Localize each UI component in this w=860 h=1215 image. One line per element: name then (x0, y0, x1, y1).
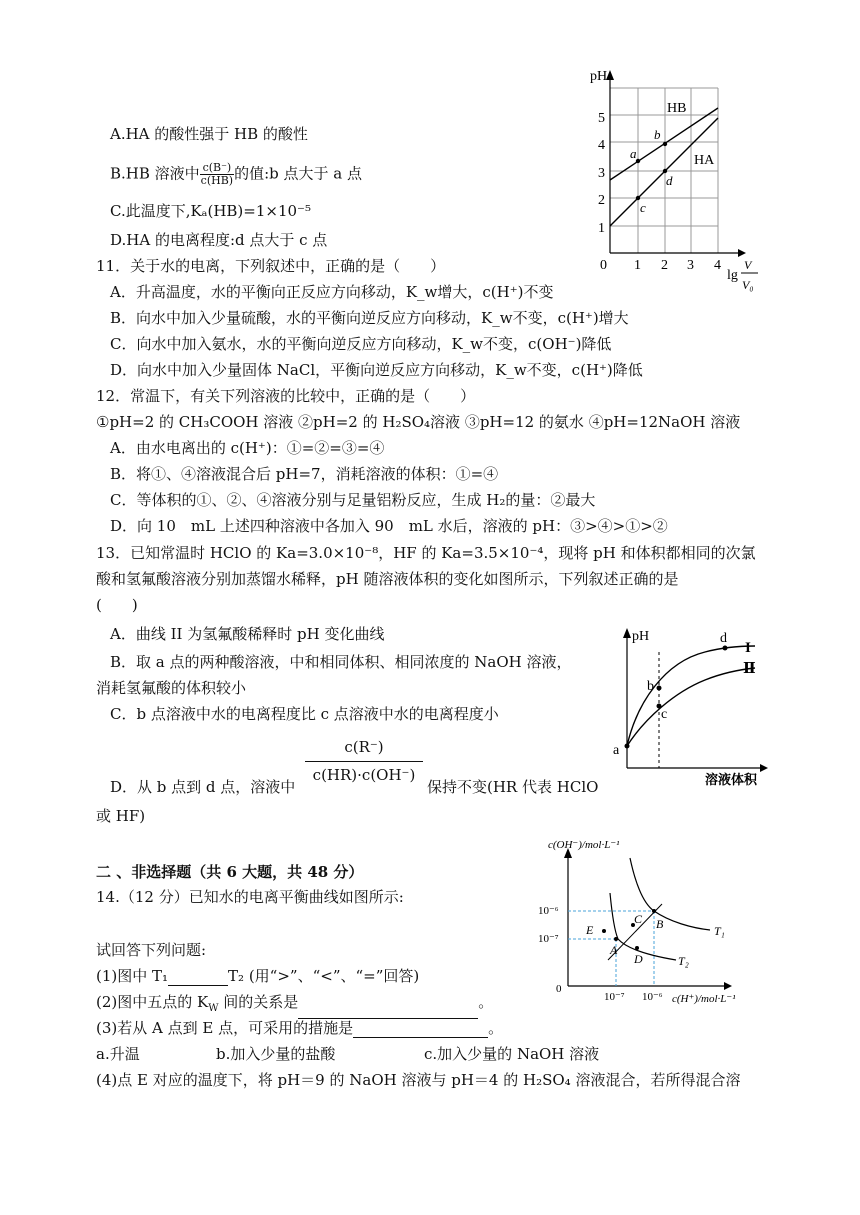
answer-blank-2[interactable] (298, 1002, 478, 1019)
q13-fraction-numerator: c(R⁻) (344, 738, 384, 756)
q13-fraction-denominator: c(HR)·c(OH⁻) (312, 766, 416, 784)
origin-label: 0 (556, 983, 562, 995)
q14-part-1 (96, 966, 419, 986)
q14-part-1-prefix: (1)图中 T₁ (96, 967, 169, 985)
curve-ii-label: Ⅱ (743, 661, 756, 677)
point-a-label: a (630, 146, 637, 161)
q14-part-3-end: 。 (488, 1019, 504, 1037)
q14-option-c: c.加入少量的 NaOH 溶液 (424, 1045, 600, 1063)
x-axis-label-denominator: V₀ (742, 278, 754, 292)
y-axis-label: pH (590, 69, 608, 84)
answer-blank-1[interactable] (168, 969, 228, 986)
q10-option-d: D.HA 的电离程度:d 点大于 c 点 (110, 231, 328, 249)
q10-option-a: A.HA 的酸性强于 HB 的酸性 (110, 125, 308, 143)
q12-stem: 12．常温下，有关下列溶液的比较中，正确的是（ ） (96, 387, 476, 405)
q14-option-a: a.升温 (96, 1045, 140, 1063)
x-axis-arrow-icon (760, 764, 768, 772)
q14-option-b: b.加入少量的盐酸 (216, 1045, 336, 1063)
q14-intro: 试回答下列问题: (96, 941, 207, 959)
q10-option-c: C.此温度下,Kₐ(HB)=1×10⁻⁵ (110, 202, 311, 220)
x-axis-label: c(H⁺)/mol·L⁻¹ (672, 993, 736, 1005)
y-axis-arrow-icon (606, 70, 614, 80)
q13-option-d-pre: D．从 b 点到 d 点，溶液中 (110, 778, 296, 796)
figure-water-ionization-curve (532, 838, 762, 1008)
q10-fraction-denominator: c(HB) (200, 174, 234, 187)
q14-part-2 (96, 992, 493, 1019)
q12-option-d: D．向 10 mL 上述四种溶液中各加入 90 mL 水后，溶液的 pH：③>④>①>② (110, 517, 668, 535)
q13-stem-line3: ( ) (96, 596, 138, 614)
x-tick-1e-6: 10⁻⁶ (642, 991, 663, 1003)
q13-option-c: C．b 点溶液中水的电离程度比 c 点溶液中水的电离程度小 (110, 705, 499, 723)
q11-option-c: C．向水中加入氨水，水的平衡向逆反应方向移动，K_w不变，c(OH⁻)降低 (110, 335, 612, 353)
q13-option-b-line2: 消耗氢氟酸的体积较小 (96, 679, 247, 697)
q13-option-d-post: 保持不变(HR 代表 HClO (427, 778, 599, 796)
curve-i (627, 646, 755, 746)
q10-fraction (200, 162, 234, 187)
x-tick-4: 4 (714, 258, 721, 273)
q14-part-1-suffix: T₂ (用“>”、“<”、“=”回答) (228, 967, 420, 985)
y-tick-5: 5 (598, 111, 605, 126)
point-b-label: B (656, 917, 664, 931)
point-b-label: b (654, 127, 661, 142)
q10-option-b (110, 162, 362, 187)
curve-i-label: I (745, 640, 751, 656)
point-c-label: c (640, 200, 646, 215)
y-tick-1e-7: 10⁻⁷ (538, 933, 559, 945)
y-axis-label: c(OH⁻)/mol·L⁻¹ (548, 839, 620, 851)
q13-option-b-line1: B．取 a 点的两种酸溶液，中和相同体积、相同浓度的 NaOH 溶液， (110, 653, 572, 671)
q14-part-2-prefix: (2)图中五点的 K (96, 993, 209, 1011)
x-tick-1: 1 (634, 258, 641, 273)
q14-part-2-end: 。 (478, 993, 494, 1011)
point-a-label: a (613, 743, 620, 758)
q12-option-b: B．将①、④溶液混合后 pH=7，消耗溶液的体积：①=④ (110, 465, 499, 483)
figure-ph-vs-volume (605, 622, 775, 790)
q11-option-b: B．向水中加入少量硫酸，水的平衡向逆反应方向移动，K_w不变，c(H⁺)增大 (110, 309, 629, 327)
t2-curve (610, 893, 676, 960)
point-c-label: c (661, 707, 668, 722)
q13-stem-line2: 酸和氢氟酸溶液分别加蒸馏水稀释，pH 随溶液体积的变化如图所示，下列叙述正确的是 (96, 570, 679, 588)
point-d-marker (723, 646, 728, 651)
point-d-label: d (720, 631, 727, 646)
x-tick-3: 3 (687, 258, 694, 273)
point-a-label: A (610, 943, 618, 957)
y-tick-1e-6: 10⁻⁶ (538, 905, 559, 917)
point-b-marker (652, 909, 656, 913)
hb-series-label: HB (667, 101, 687, 116)
q10-option-b-prefix: B.HB 溶液中 (110, 164, 200, 183)
q12-solution-list: ①pH=2 的 CH₃COOH 溶液 ②pH=2 的 H₂SO₄溶液 ③pH=12 的氨水 ④pH=12NaOH 溶液 (96, 413, 741, 431)
point-d-label: D (634, 952, 643, 966)
q12-option-c: C．等体积的①、②、④溶液分别与足量铝粉反应，生成 H₂的量：②最大 (110, 491, 596, 509)
q14-part-2-mid: 间的关系是 (218, 993, 299, 1011)
q13-fraction-bar (305, 761, 423, 762)
q11-stem: 11．关于水的电离，下列叙述中，正确的是（ ） (96, 257, 446, 275)
y-tick-2: 2 (598, 193, 605, 208)
y-axis-label: pH (632, 629, 650, 644)
figure-ph-vs-lg-dilution (588, 64, 760, 296)
q11-option-a: A．升高温度，水的平衡向正反应方向移动，K_w增大，c(H⁺)不变 (110, 283, 554, 301)
q14-stem: 14.（12 分）已知水的电离平衡曲线如图所示: (96, 888, 404, 906)
q10-option-b-suffix: 的值:b 点大于 a 点 (234, 164, 362, 183)
point-a-marker (614, 937, 618, 941)
x-axis-label: 溶液体积 (705, 772, 758, 787)
t1-label: T₁ (714, 924, 725, 938)
x-tick-2: 2 (661, 258, 668, 273)
q13-stem-line1: 13．已知常温时 HClO 的 Ka=3.0×10⁻⁸，HF 的 Ka=3.5×10⁻⁴，现将 pH 和体积都相同的次氯 (96, 544, 756, 562)
point-d-marker (635, 946, 639, 950)
q12-option-a: A．由水电离出的 c(H⁺)：①=②=③=④ (110, 439, 385, 457)
y-axis-arrow-icon (623, 628, 631, 638)
x-axis-arrow-icon (738, 249, 746, 257)
x-axis-label-lg: lg (727, 268, 738, 283)
x-axis-arrow-icon (724, 982, 732, 990)
point-b-marker (663, 142, 667, 146)
point-b-label: b (647, 679, 654, 694)
t2-label: T₂ (678, 954, 689, 968)
q14-part-3-prefix: (3)若从 A 点到 E 点，可采用的措施是 (96, 1019, 354, 1037)
q10-fraction-numerator: c(B⁻) (200, 162, 234, 175)
q11-option-d: D．向水中加入少量固体 NaCl，平衡向逆反应方向移动，K_w不变，c(H⁺)降低 (110, 361, 643, 379)
q14-part-3 (96, 1018, 503, 1038)
point-a-marker (625, 744, 630, 749)
ha-series-label: HA (694, 153, 715, 168)
y-tick-3: 3 (598, 166, 605, 181)
point-e-label: E (586, 923, 594, 937)
point-e-marker (602, 929, 606, 933)
kw-subscript: W (208, 1003, 219, 1014)
q13-option-a: A．曲线 II 为氢氟酸稀释时 pH 变化曲线 (110, 625, 385, 643)
x-tick-1e-7: 10⁻⁷ (604, 991, 625, 1003)
point-d-label: d (666, 173, 673, 188)
point-b-marker (657, 686, 662, 691)
point-c-label: C (634, 912, 643, 926)
q14-part-4: (4)点 E 对应的温度下，将 pH＝9 的 NaOH 溶液与 pH＝4 的 H₂SO₄ 溶液混合，若所得混合溶 (96, 1071, 741, 1089)
section-2-heading: 二 、非选择题（共 6 大题，共 48 分） (96, 863, 364, 881)
answer-blank-3[interactable] (353, 1021, 488, 1038)
y-tick-4: 4 (598, 138, 605, 153)
y-tick-1: 1 (598, 221, 605, 236)
x-axis-label-numerator: V (744, 258, 752, 272)
x-tick-0: 0 (600, 258, 607, 273)
q13-option-d-line2: 或 HF) (96, 807, 146, 825)
